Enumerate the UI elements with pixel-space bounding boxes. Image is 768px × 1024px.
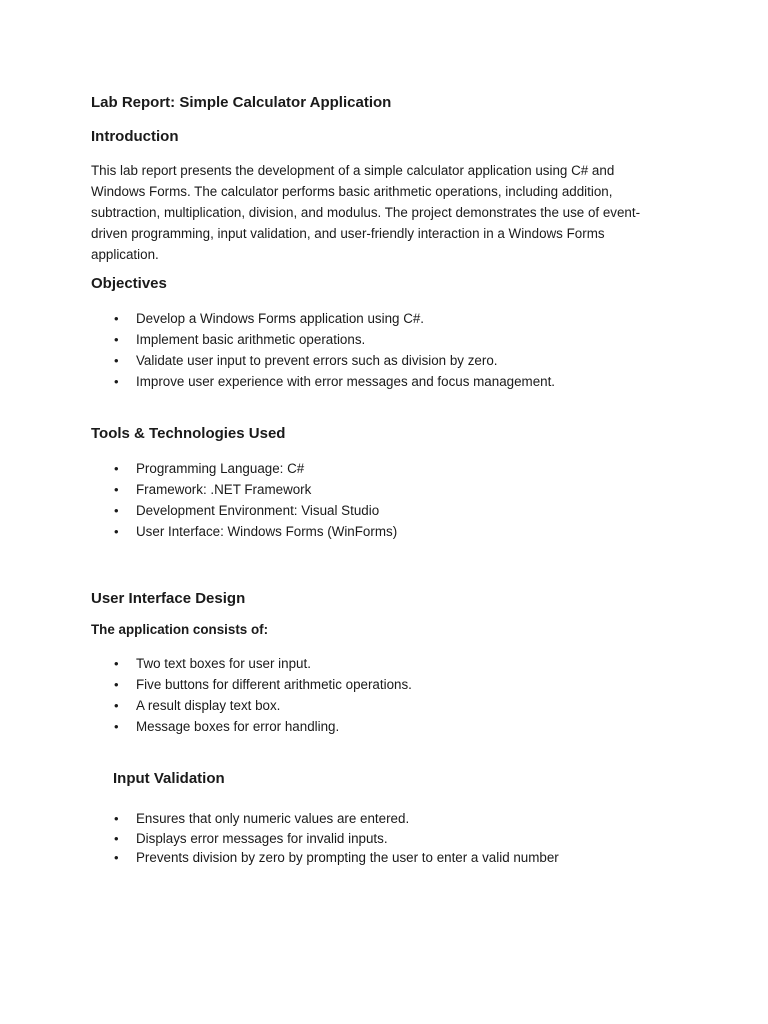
bullet-icon: • [114,332,119,347]
bullet-icon: • [114,677,119,692]
bullet-icon: • [114,482,119,497]
list-item [91,308,555,329]
tools-heading: Tools & Technologies Used [91,425,286,442]
list-item-text: Implement basic arithmetic operations. [136,332,366,347]
list-item-text: Five buttons for different arithmetic operations. [136,677,412,692]
input-validation-heading: Input Validation [113,770,225,787]
bullet-icon: • [114,811,119,826]
list-item [91,809,559,829]
list-item [91,848,559,868]
list-item-text: Message boxes for error handling. [136,719,340,734]
list-item-text: Prevents division by zero by prompting the user to enter a valid number [136,850,559,865]
introduction-paragraph: This lab report presents the development of a simple calculator application using C# and Windows Forms. The calculator performs basic arithmetic operations, including addition, subtraction, multiplication, division, and modulus. The project demonstrates the use of event-driven programming, input validation, and user-friendly interaction in a Windows Forms application. [91,163,641,262]
list-item-text: Develop a Windows Forms application using C#. [136,311,425,326]
list-item-text: Development Environment: Visual Studio [136,503,380,518]
list-item-text: Displays error messages for invalid inputs. [136,830,388,846]
list-item-text: Two text boxes for user input. [136,656,311,671]
list-item-text: Validate user input to prevent errors such as division by zero. [136,353,498,368]
bullet-icon: • [114,698,119,713]
introduction-heading: Introduction [91,128,179,145]
bullet-icon: • [114,850,119,865]
tools-list [91,458,397,542]
bullet-icon: • [114,374,119,389]
list-item-text: User Interface: Windows Forms (WinForms) [136,524,398,539]
list-item [91,500,397,521]
list-item [91,458,397,479]
list-item [91,716,412,737]
list-item [91,695,412,716]
document-title: Lab Report: Simple Calculator Application [91,94,392,111]
list-item [91,329,555,350]
bullet-icon: • [114,353,119,368]
list-item-text: Programming Language: C# [136,461,305,476]
bullet-icon: • [114,311,119,326]
list-item-text: Improve user experience with error messages and focus management. [136,374,556,389]
list-item [91,479,397,500]
bullet-icon: • [114,503,119,518]
list-item-text: Ensures that only numeric values are entered. [136,811,410,826]
list-item [91,371,555,392]
list-item-text: A result display text box. [136,698,281,713]
objectives-heading: Objectives [91,275,167,292]
ui-design-heading: User Interface Design [91,590,246,607]
input-validation-list [91,809,559,868]
list-item [91,350,555,371]
bullet-icon: • [114,524,119,539]
ui-design-list [91,653,412,737]
bullet-icon: • [114,461,119,476]
bullet-icon: • [114,656,119,671]
list-item [91,653,412,674]
list-item [91,521,397,542]
ui-design-subheading: The application consists of: [91,622,269,637]
objectives-list [91,308,555,392]
bullet-icon: • [114,830,119,846]
list-item [91,829,559,849]
list-item-text: Framework: .NET Framework [136,482,312,497]
list-item [91,674,412,695]
bullet-icon: • [114,719,119,734]
